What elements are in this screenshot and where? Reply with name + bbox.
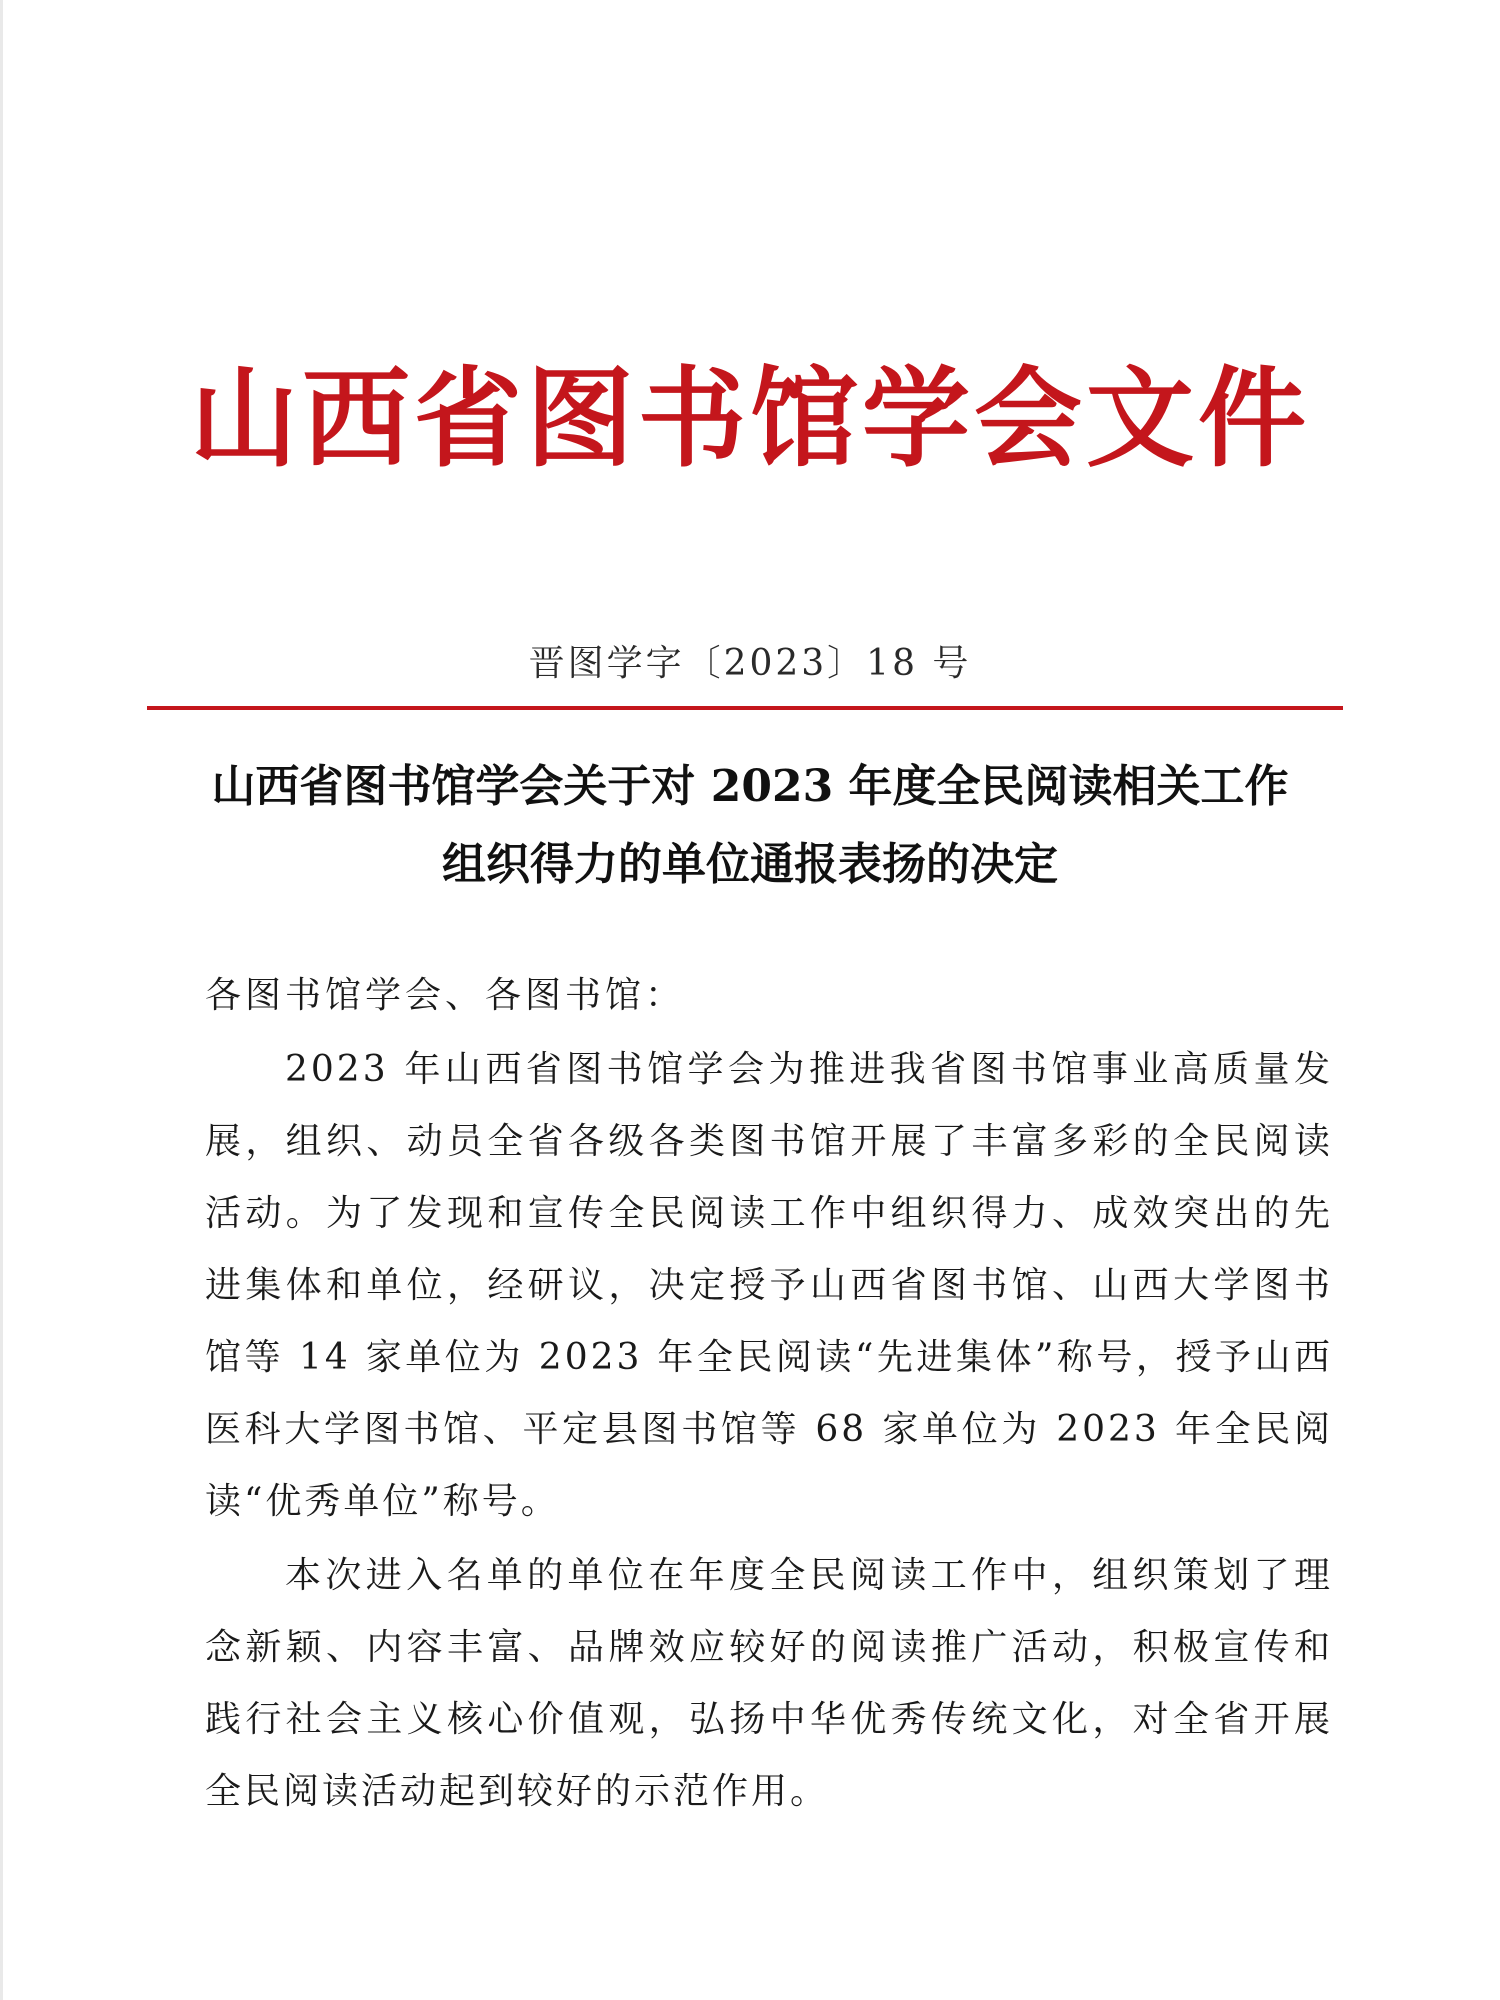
salutation: 各图书馆学会、各图书馆： (205, 975, 686, 1016)
document-title-line-2: 组织得力的单位通报表扬的决定 (442, 839, 1058, 890)
issuer-header: 山西省图书馆学会文件 (189, 357, 1310, 482)
body-paragraph-2: 本次进入名单的单位在年度全民阅读工作中，组织策划了理念新颖、内容丰富、品牌效应较好的阅读推广活动，积极宣传和践行社会主义核心价值观，弘扬中华优秀传统文化，对全省开展全民阅读活动起到较好的示范作用。 (205, 1555, 1333, 1812)
document-title-line-1: 山西省图书馆学会关于对 2023 年度全民阅读相关工作 (211, 761, 1289, 812)
page-edge-shadow (0, 0, 3, 2000)
body-paragraph-1: 2023 年山西省图书馆学会为推进我省图书馆事业高质量发展，组织、动员全省各级各类图书馆开展了丰富多彩的全民阅读活动。为了发现和宣传全民阅读工作中组织得力、成效突出的先进集体和单位，经研议，决定授予山西省图书馆、山西大学图书馆等 14 家单位为 2023 年全民阅读“先进集体”称号，授予山西医科大学图书馆、平定县图书馆等 68 家单位为 2023 年全民阅读“优秀单位”称号。 (205, 1049, 1333, 1522)
document-number: 晋图学字〔2023〕18 号 (528, 643, 972, 684)
red-divider-line (147, 706, 1343, 710)
document-title (150, 748, 1350, 904)
